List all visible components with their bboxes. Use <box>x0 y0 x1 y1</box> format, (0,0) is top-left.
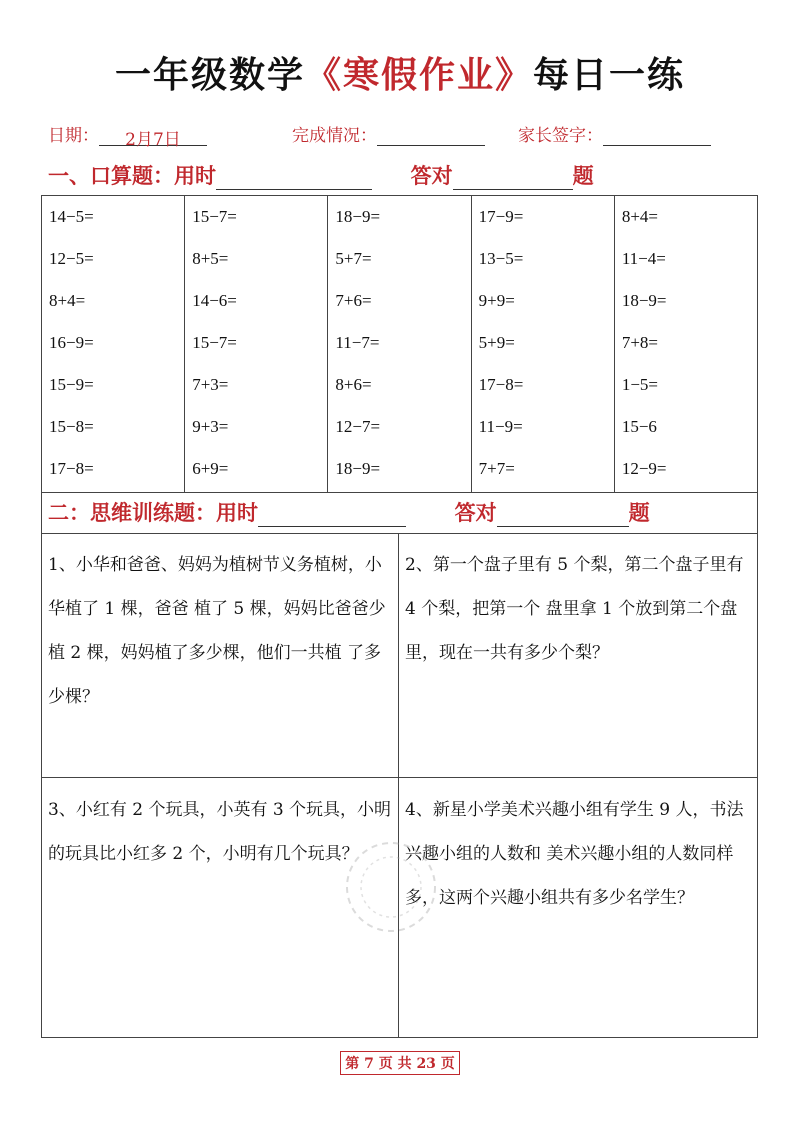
completion-input[interactable] <box>377 125 485 146</box>
parent-sign-field[interactable] <box>518 121 711 146</box>
section2-header <box>48 497 650 527</box>
calc-column-5 <box>615 196 757 492</box>
section2-correct-input[interactable] <box>497 502 629 527</box>
calc-column-4 <box>472 196 615 492</box>
calc-item: 8+4= <box>621 207 658 226</box>
calc-item: 8+6= <box>335 375 372 394</box>
section1-correct-input[interactable] <box>453 165 573 190</box>
calc-item: 15−6 <box>621 417 657 436</box>
calc-item: 11−9= <box>478 417 523 436</box>
calc-item: 9+9= <box>478 291 515 310</box>
calc-item: 11−4= <box>621 249 666 268</box>
section2-label: 二：思维训练题：用时 <box>48 500 258 525</box>
section2-time-input[interactable] <box>258 502 406 527</box>
section1-header <box>48 160 594 190</box>
section1-label: 一、口算题：用时 <box>48 163 216 188</box>
parent-sign-label: 家长签字： <box>518 126 603 146</box>
problem-4: 4、新星小学美术兴趣小组有学生 9 人，书法兴趣小组的人数和 美术兴趣小组的人数同样多，这两个兴趣小组共有多少名学生？ <box>405 800 744 908</box>
calc-item: 18−9= <box>621 291 667 310</box>
calc-item: 17−8= <box>49 459 94 478</box>
calc-item: 18−9= <box>335 207 381 226</box>
calc-column-3 <box>328 196 471 492</box>
calc-item: 1−5= <box>621 375 658 394</box>
calc-item: 15−7= <box>192 207 237 226</box>
title-suffix: 每日一练 <box>533 54 686 96</box>
calc-item: 17−9= <box>478 207 524 226</box>
calc-item: 8+4= <box>49 291 86 310</box>
calc-item: 11−7= <box>335 333 380 352</box>
calc-item: 7+8= <box>621 333 658 352</box>
title-highlight: 《寒假作业》 <box>304 54 533 96</box>
calc-item: 18−9= <box>335 459 381 478</box>
calc-item: 12−9= <box>621 459 667 478</box>
date-label: 日期： <box>48 126 99 146</box>
problem-3: 3、小红有 2 个玩具，小英有 3 个玩具，小明的玩具比小红多 2 个，小明有几个玩具？ <box>42 778 399 1037</box>
date-value[interactable]: 2月7日 <box>99 125 207 146</box>
section1-unit: 题 <box>572 163 594 188</box>
calc-item: 5+9= <box>478 333 515 352</box>
info-row <box>48 121 748 150</box>
calc-item: 14−6= <box>192 291 237 310</box>
section2-row <box>42 492 757 534</box>
calc-column-2 <box>185 196 328 492</box>
page-title <box>0 50 800 100</box>
date-field[interactable] <box>48 121 207 150</box>
completion-field[interactable] <box>292 121 485 146</box>
page-indicator: 第 7 页 共 23 页 <box>340 1051 460 1075</box>
calc-item: 8+5= <box>192 249 229 268</box>
watermark-stamp <box>336 832 446 942</box>
calc-item: 7+6= <box>335 291 372 310</box>
parent-sign-input[interactable] <box>603 125 711 146</box>
calc-item: 15−8= <box>49 417 94 436</box>
word-problems <box>42 533 757 1037</box>
calc-item: 5+7= <box>335 249 372 268</box>
calc-item: 14−5= <box>49 207 94 226</box>
calc-grid <box>42 196 757 492</box>
problem-1: 1、小华和爸爸、妈妈为植树节义务植树，小华植了 1 棵，爸爸 植了 5 棵，妈妈比爸爸少植 2 棵，妈妈植了多少棵，他们一共植 了多少棵？ <box>42 533 399 778</box>
section1-time-input[interactable] <box>216 165 372 190</box>
calc-item: 7+3= <box>192 375 229 394</box>
calc-item: 13−5= <box>478 249 524 268</box>
calc-item: 7+7= <box>478 459 515 478</box>
completion-label: 完成情况： <box>292 126 377 146</box>
calc-item: 17−8= <box>478 375 524 394</box>
section2-unit: 题 <box>628 500 650 525</box>
calc-item: 12−5= <box>49 249 94 268</box>
section2-correct-label: 答对 <box>454 500 497 525</box>
problem-2: 2、第一个盘子里有 5 个梨，第二个盘子里有 4 个梨，把第一个 盘里拿 1 个放到第二个盘里，现在一共有多少个梨？ <box>399 533 757 778</box>
section1-correct-label: 答对 <box>410 163 453 188</box>
calc-column-1 <box>42 196 185 492</box>
calc-item: 15−7= <box>192 333 237 352</box>
calc-item: 12−7= <box>335 417 381 436</box>
calc-item: 16−9= <box>49 333 94 352</box>
page-footer <box>0 1051 800 1075</box>
calc-item: 9+3= <box>192 417 229 436</box>
calc-item: 15−9= <box>49 375 94 394</box>
title-prefix: 一年级数学 <box>114 54 305 96</box>
calc-item: 6+9= <box>192 459 229 478</box>
